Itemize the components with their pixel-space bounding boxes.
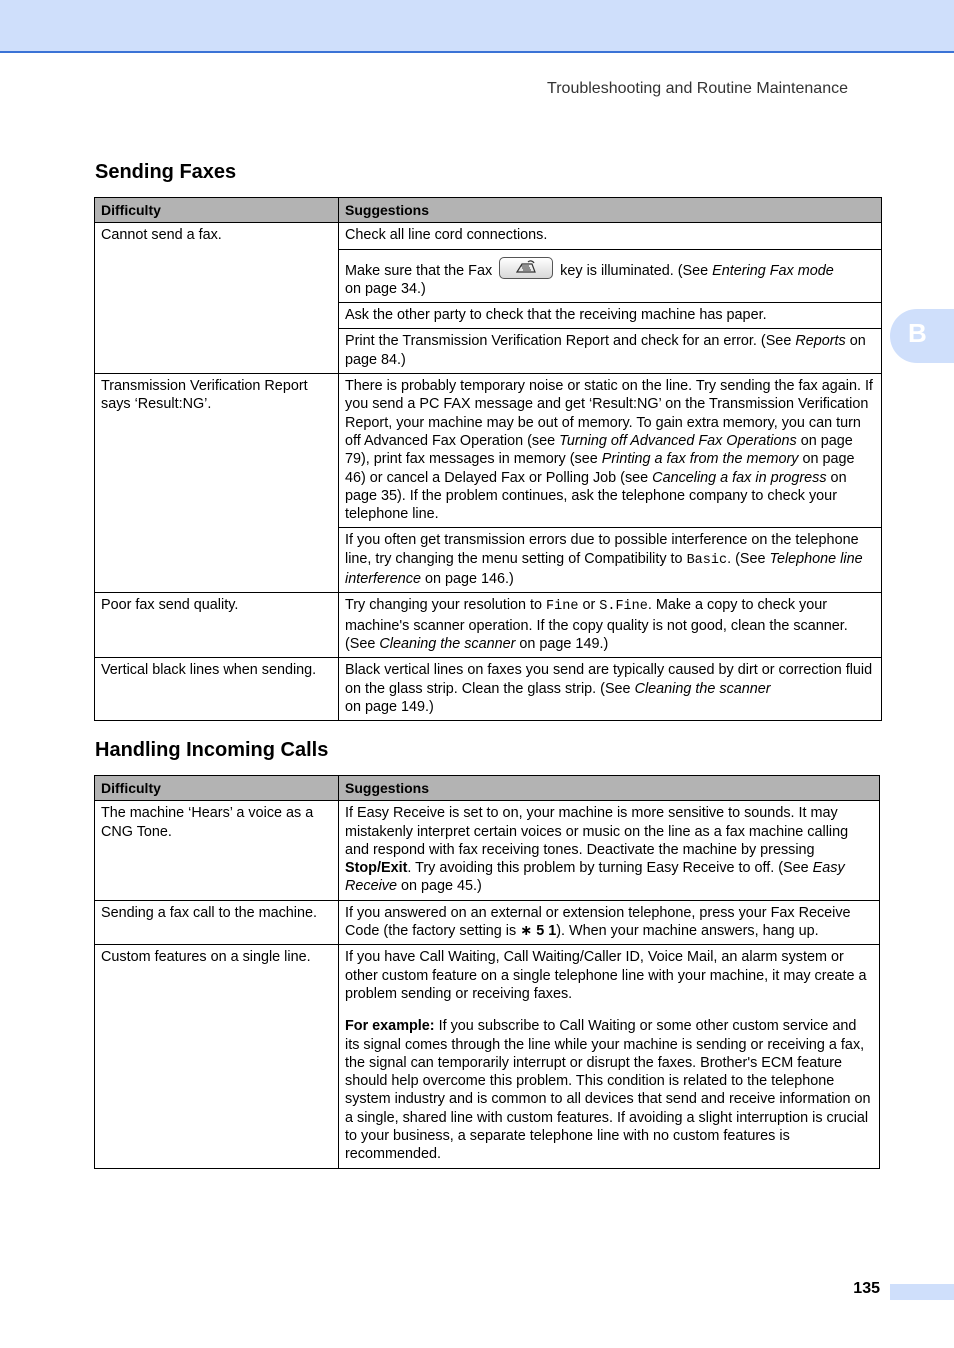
text-run: on page 149.) (515, 635, 609, 652)
cross-reference: Telephone line interference (345, 550, 863, 588)
paragraph (345, 1017, 873, 1163)
text-run: on page 149.) (345, 698, 434, 715)
text-run: Try changing your resolution to (345, 597, 547, 614)
text-run: on page 45.) (397, 878, 482, 895)
key-name: Stop/Exit (345, 860, 408, 877)
table-row (95, 945, 880, 1168)
section-title-sending-faxes: Sending Faxes (95, 161, 237, 183)
suggestion-cell (339, 329, 882, 374)
text-run: . Try avoiding this problem by turning Easy Receive to off. (See (407, 860, 813, 877)
table-header-row (95, 198, 882, 223)
suggestion-cell: Ask the other party to check that the receiving machine has paper. (339, 303, 882, 329)
menu-value: Basic (686, 552, 728, 568)
text-run: Black vertical lines on faxes you send are typically caused by dirt or correction fluid on the glass strip. Clean the glass strip. (See (345, 662, 873, 697)
chapter-tab-letter: B (908, 318, 927, 348)
difficulty-cell: Custom features on a single line. (95, 945, 339, 1168)
text-run: on page 46) or cancel a Delayed Fax or Polling Job (see (345, 451, 855, 486)
section-title-incoming-calls: Handling Incoming Calls (95, 739, 329, 761)
suggestion-cell (339, 658, 882, 721)
receive-code: ∗ 5 1 (520, 923, 557, 940)
col-difficulty: Difficulty (95, 776, 339, 801)
table-row (95, 900, 880, 945)
text-run: ). When your machine answers, hang up. (556, 923, 819, 940)
fax-key-icon (499, 257, 553, 279)
suggestion-cell (339, 945, 880, 1168)
text-run: or (578, 597, 600, 614)
sending-faxes-table (94, 197, 882, 721)
text-run: Make sure that the Fax (345, 262, 497, 279)
footer-band (890, 1284, 954, 1300)
difficulty-cell: Cannot send a fax. (95, 223, 339, 374)
text-run: on page 34.) (345, 280, 426, 297)
suggestion-cell (339, 249, 882, 303)
text-run: If you subscribe to Call Waiting or some other custom service and its signal comes through the line while your machine is sending or receiving a fax, the signal can temporarily interrupt or disrupt the faxes. Brother's ECM feature should help overcome this problem. This condition is related to the telephone system industry and is common to all devices that send and receive information on a single, shared line with custom features. If avoiding a slight interruption is crucial to your business, a separate telephone line with no custom features is recommended. (345, 1018, 871, 1163)
suggestion-cell (339, 801, 880, 900)
difficulty-cell: Vertical black lines when sending. (95, 658, 339, 721)
text-run: on page 146.) (421, 571, 514, 588)
col-suggestions: Suggestions (339, 198, 882, 223)
running-header: Troubleshooting and Routine Maintenance (547, 80, 848, 97)
cross-reference: Cleaning the scanner (634, 680, 771, 697)
cross-reference: Printing a fax from the memory (601, 451, 799, 468)
text-run: Print the Transmission Verification Report and check for an error. (See (345, 333, 796, 350)
text-run: If Easy Receive is set to on, your machine is more sensitive to sounds. It may mistakenly interpret certain voices or music on the line as a fax machine calling and respond with fax receiving tones. Deactivate the machine by pressing (345, 805, 849, 858)
suggestion-cell (339, 593, 882, 658)
suggestion-cell (339, 528, 882, 593)
col-difficulty: Difficulty (95, 198, 339, 223)
text-run: on page 35). If the problem continues, ask the telephone company to check your telephone line. (345, 469, 847, 523)
text-run: key is illuminated. (See (556, 262, 713, 279)
difficulty-cell: Sending a fax call to the machine. (95, 900, 339, 945)
cross-reference: Entering Fax mode (712, 262, 834, 279)
suggestion-cell: Check all line cord connections. (339, 223, 882, 249)
table-row (95, 593, 882, 658)
cross-reference: Easy Receive (345, 860, 845, 895)
col-suggestions: Suggestions (339, 776, 880, 801)
header-band (0, 0, 954, 53)
table-row (95, 801, 880, 900)
cross-reference: Canceling a fax in progress (652, 469, 827, 486)
table-row (95, 374, 882, 528)
paragraph: If you have Call Waiting, Call Waiting/Caller ID, Voice Mail, an alarm system or other custom feature on a single telephone line with your machine, it may create a problem sending or receiving faxes. (345, 949, 867, 1002)
cross-reference: Cleaning the scanner (379, 635, 516, 652)
suggestion-cell (339, 900, 880, 945)
menu-value: S.Fine (599, 599, 648, 615)
chapter-tab (890, 309, 954, 363)
difficulty-cell: Poor fax send quality. (95, 593, 339, 658)
cross-reference: Turning off Advanced Fax Operations (559, 432, 797, 449)
table-row (95, 223, 882, 249)
difficulty-cell: The machine ‘Hears’ a voice as a CNG Tone. (95, 801, 339, 900)
cross-reference: Reports (795, 333, 846, 350)
text-run: If you answered on an external or extension telephone, press your Fax Receive Code (the factory setting is (345, 904, 851, 940)
text-run: . Make a copy to check your machine's scanner operation. If the copy quality is not good, clean the scanner. (See (345, 597, 848, 652)
suggestion-cell (339, 374, 882, 528)
page-number: 135 (853, 1280, 880, 1297)
table-row (95, 658, 882, 721)
text-run: on page 84.) (345, 333, 866, 368)
text-run: If you often get transmission errors due to possible interference on the telephone line, try changing the menu setting of Compatibility to (345, 532, 859, 567)
menu-value: Fine (546, 599, 579, 615)
text-run: There is probably temporary noise or static on the line. Try sending the fax again. If you send a PC FAX message and get ‘Result:NG’ on the Transmission Verification Report, your machine may be out of memory. To gain extra memory, you can turn off Advanced Fax Operation (see (345, 378, 873, 449)
table-header-row (95, 776, 880, 801)
text-run: on page 79), print fax messages in memory (see (345, 432, 853, 468)
difficulty-cell: Transmission Verification Report says ‘Result:NG’. (95, 374, 339, 593)
bold-lead: For example: (345, 1018, 435, 1035)
incoming-calls-table (94, 775, 880, 1169)
text-run: . (See (727, 550, 770, 567)
